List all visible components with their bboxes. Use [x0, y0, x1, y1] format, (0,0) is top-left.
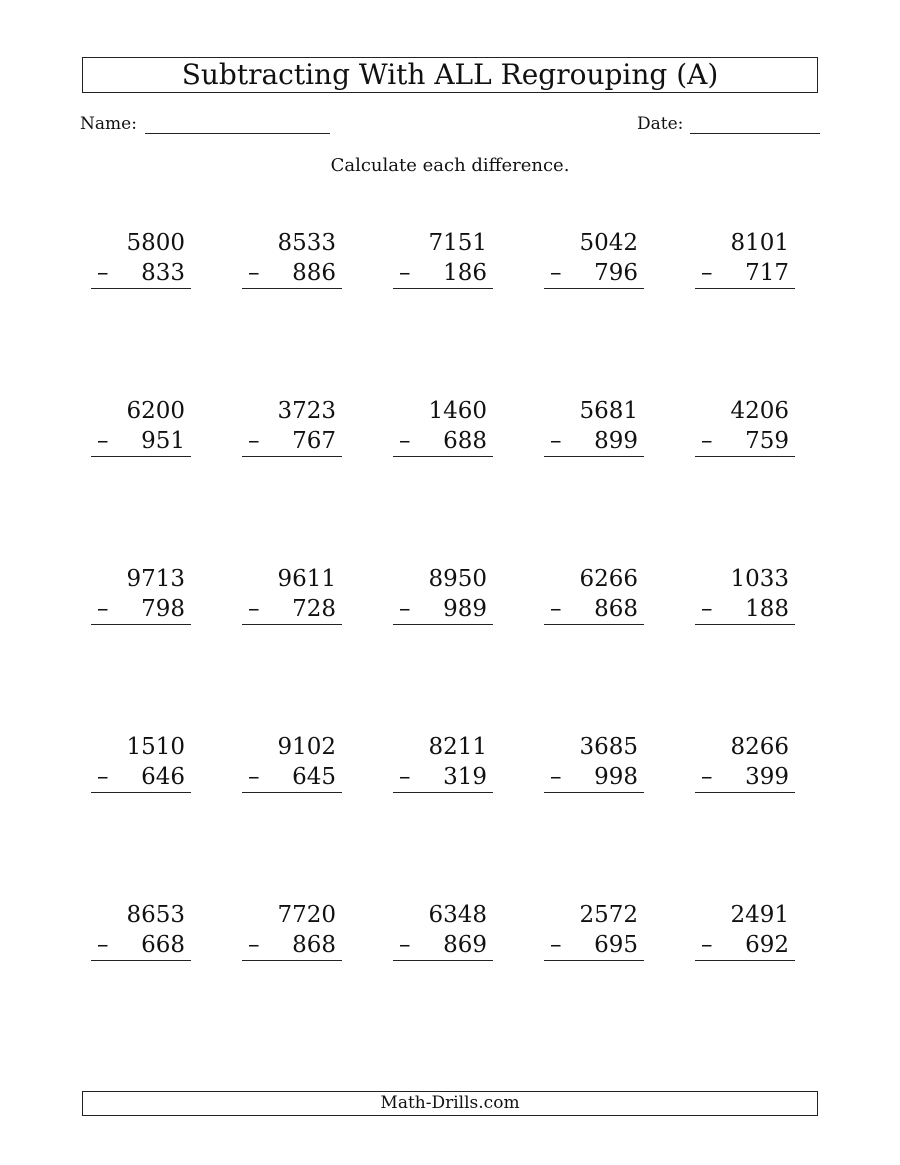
subtrahend: 767: [292, 428, 336, 454]
problem-13: [393, 564, 493, 625]
minuend: 9611: [277, 566, 336, 592]
minus-sign: –: [550, 596, 562, 622]
subtrahend: 951: [141, 428, 185, 454]
minuend: 1033: [730, 566, 789, 592]
subtrahend: 759: [745, 428, 789, 454]
minus-sign: –: [97, 932, 109, 958]
name-label: Name:: [80, 114, 137, 134]
subtrahend: 868: [594, 596, 638, 622]
minus-sign: –: [550, 932, 562, 958]
problem-7: [242, 396, 342, 457]
problem-2: [242, 228, 342, 289]
minuend: 6200: [126, 398, 185, 424]
minuend: 6266: [579, 566, 638, 592]
problem-16: [91, 732, 191, 793]
problem-9: [544, 396, 644, 457]
subtrahend: 645: [292, 764, 336, 790]
minuend: 8266: [730, 734, 789, 760]
subtrahend: 998: [594, 764, 638, 790]
subtrahend: 668: [141, 932, 185, 958]
minuend: 2572: [579, 902, 638, 928]
subtrahend: 695: [594, 932, 638, 958]
problem-11: [91, 564, 191, 625]
name-line: [145, 133, 330, 134]
date-line: [690, 133, 820, 134]
subtrahend: 646: [141, 764, 185, 790]
minus-sign: –: [97, 428, 109, 454]
minus-sign: –: [399, 428, 411, 454]
subtrahend: 899: [594, 428, 638, 454]
minus-sign: –: [248, 260, 260, 286]
subtrahend: 868: [292, 932, 336, 958]
minus-sign: –: [399, 932, 411, 958]
minus-sign: –: [701, 764, 713, 790]
minus-sign: –: [550, 428, 562, 454]
minus-sign: –: [248, 428, 260, 454]
subtrahend: 833: [141, 260, 185, 286]
date-label: Date:: [637, 114, 684, 134]
problem-19: [544, 732, 644, 793]
footer-credit: Math-Drills.com: [82, 1091, 818, 1116]
subtrahend: 186: [443, 260, 487, 286]
minus-sign: –: [248, 596, 260, 622]
problem-20: [695, 732, 795, 793]
problem-18: [393, 732, 493, 793]
subtrahend: 869: [443, 932, 487, 958]
minuend: 8211: [428, 734, 487, 760]
minuend: 8101: [730, 230, 789, 256]
minuend: 9102: [277, 734, 336, 760]
minus-sign: –: [97, 260, 109, 286]
problem-14: [544, 564, 644, 625]
subtrahend: 886: [292, 260, 336, 286]
minuend: 2491: [730, 902, 789, 928]
subtrahend: 688: [443, 428, 487, 454]
minuend: 7151: [428, 230, 487, 256]
problem-25: [695, 900, 795, 961]
minuend: 3723: [277, 398, 336, 424]
minuend: 5681: [579, 398, 638, 424]
minus-sign: –: [701, 932, 713, 958]
subtrahend: 319: [443, 764, 487, 790]
instructions: Calculate each difference.: [330, 155, 570, 176]
minuend: 5800: [126, 230, 185, 256]
subtrahend: 692: [745, 932, 789, 958]
problem-5: [695, 228, 795, 289]
minus-sign: –: [248, 764, 260, 790]
minuend: 5042: [579, 230, 638, 256]
minuend: 8950: [428, 566, 487, 592]
problem-17: [242, 732, 342, 793]
problem-6: [91, 396, 191, 457]
subtrahend: 796: [594, 260, 638, 286]
minuend: 8653: [126, 902, 185, 928]
subtrahend: 188: [745, 596, 789, 622]
problem-8: [393, 396, 493, 457]
worksheet-title: Subtracting With ALL Regrouping (A): [82, 57, 818, 93]
problem-24: [544, 900, 644, 961]
subtrahend: 399: [745, 764, 789, 790]
minus-sign: –: [701, 428, 713, 454]
problem-23: [393, 900, 493, 961]
problem-4: [544, 228, 644, 289]
minus-sign: –: [701, 596, 713, 622]
minuend: 1460: [428, 398, 487, 424]
problem-10: [695, 396, 795, 457]
minus-sign: –: [550, 764, 562, 790]
problem-22: [242, 900, 342, 961]
subtrahend: 798: [141, 596, 185, 622]
problem-3: [393, 228, 493, 289]
subtrahend: 717: [745, 260, 789, 286]
minus-sign: –: [701, 260, 713, 286]
minuend: 6348: [428, 902, 487, 928]
problem-21: [91, 900, 191, 961]
problem-15: [695, 564, 795, 625]
subtrahend: 728: [292, 596, 336, 622]
minus-sign: –: [399, 596, 411, 622]
minuend: 9713: [126, 566, 185, 592]
minus-sign: –: [399, 260, 411, 286]
minuend: 1510: [126, 734, 185, 760]
minus-sign: –: [97, 596, 109, 622]
minus-sign: –: [550, 260, 562, 286]
minuend: 3685: [579, 734, 638, 760]
minuend: 4206: [730, 398, 789, 424]
problem-1: [91, 228, 191, 289]
subtrahend: 989: [443, 596, 487, 622]
minus-sign: –: [97, 764, 109, 790]
minus-sign: –: [399, 764, 411, 790]
minus-sign: –: [248, 932, 260, 958]
problem-12: [242, 564, 342, 625]
minuend: 7720: [277, 902, 336, 928]
minuend: 8533: [277, 230, 336, 256]
